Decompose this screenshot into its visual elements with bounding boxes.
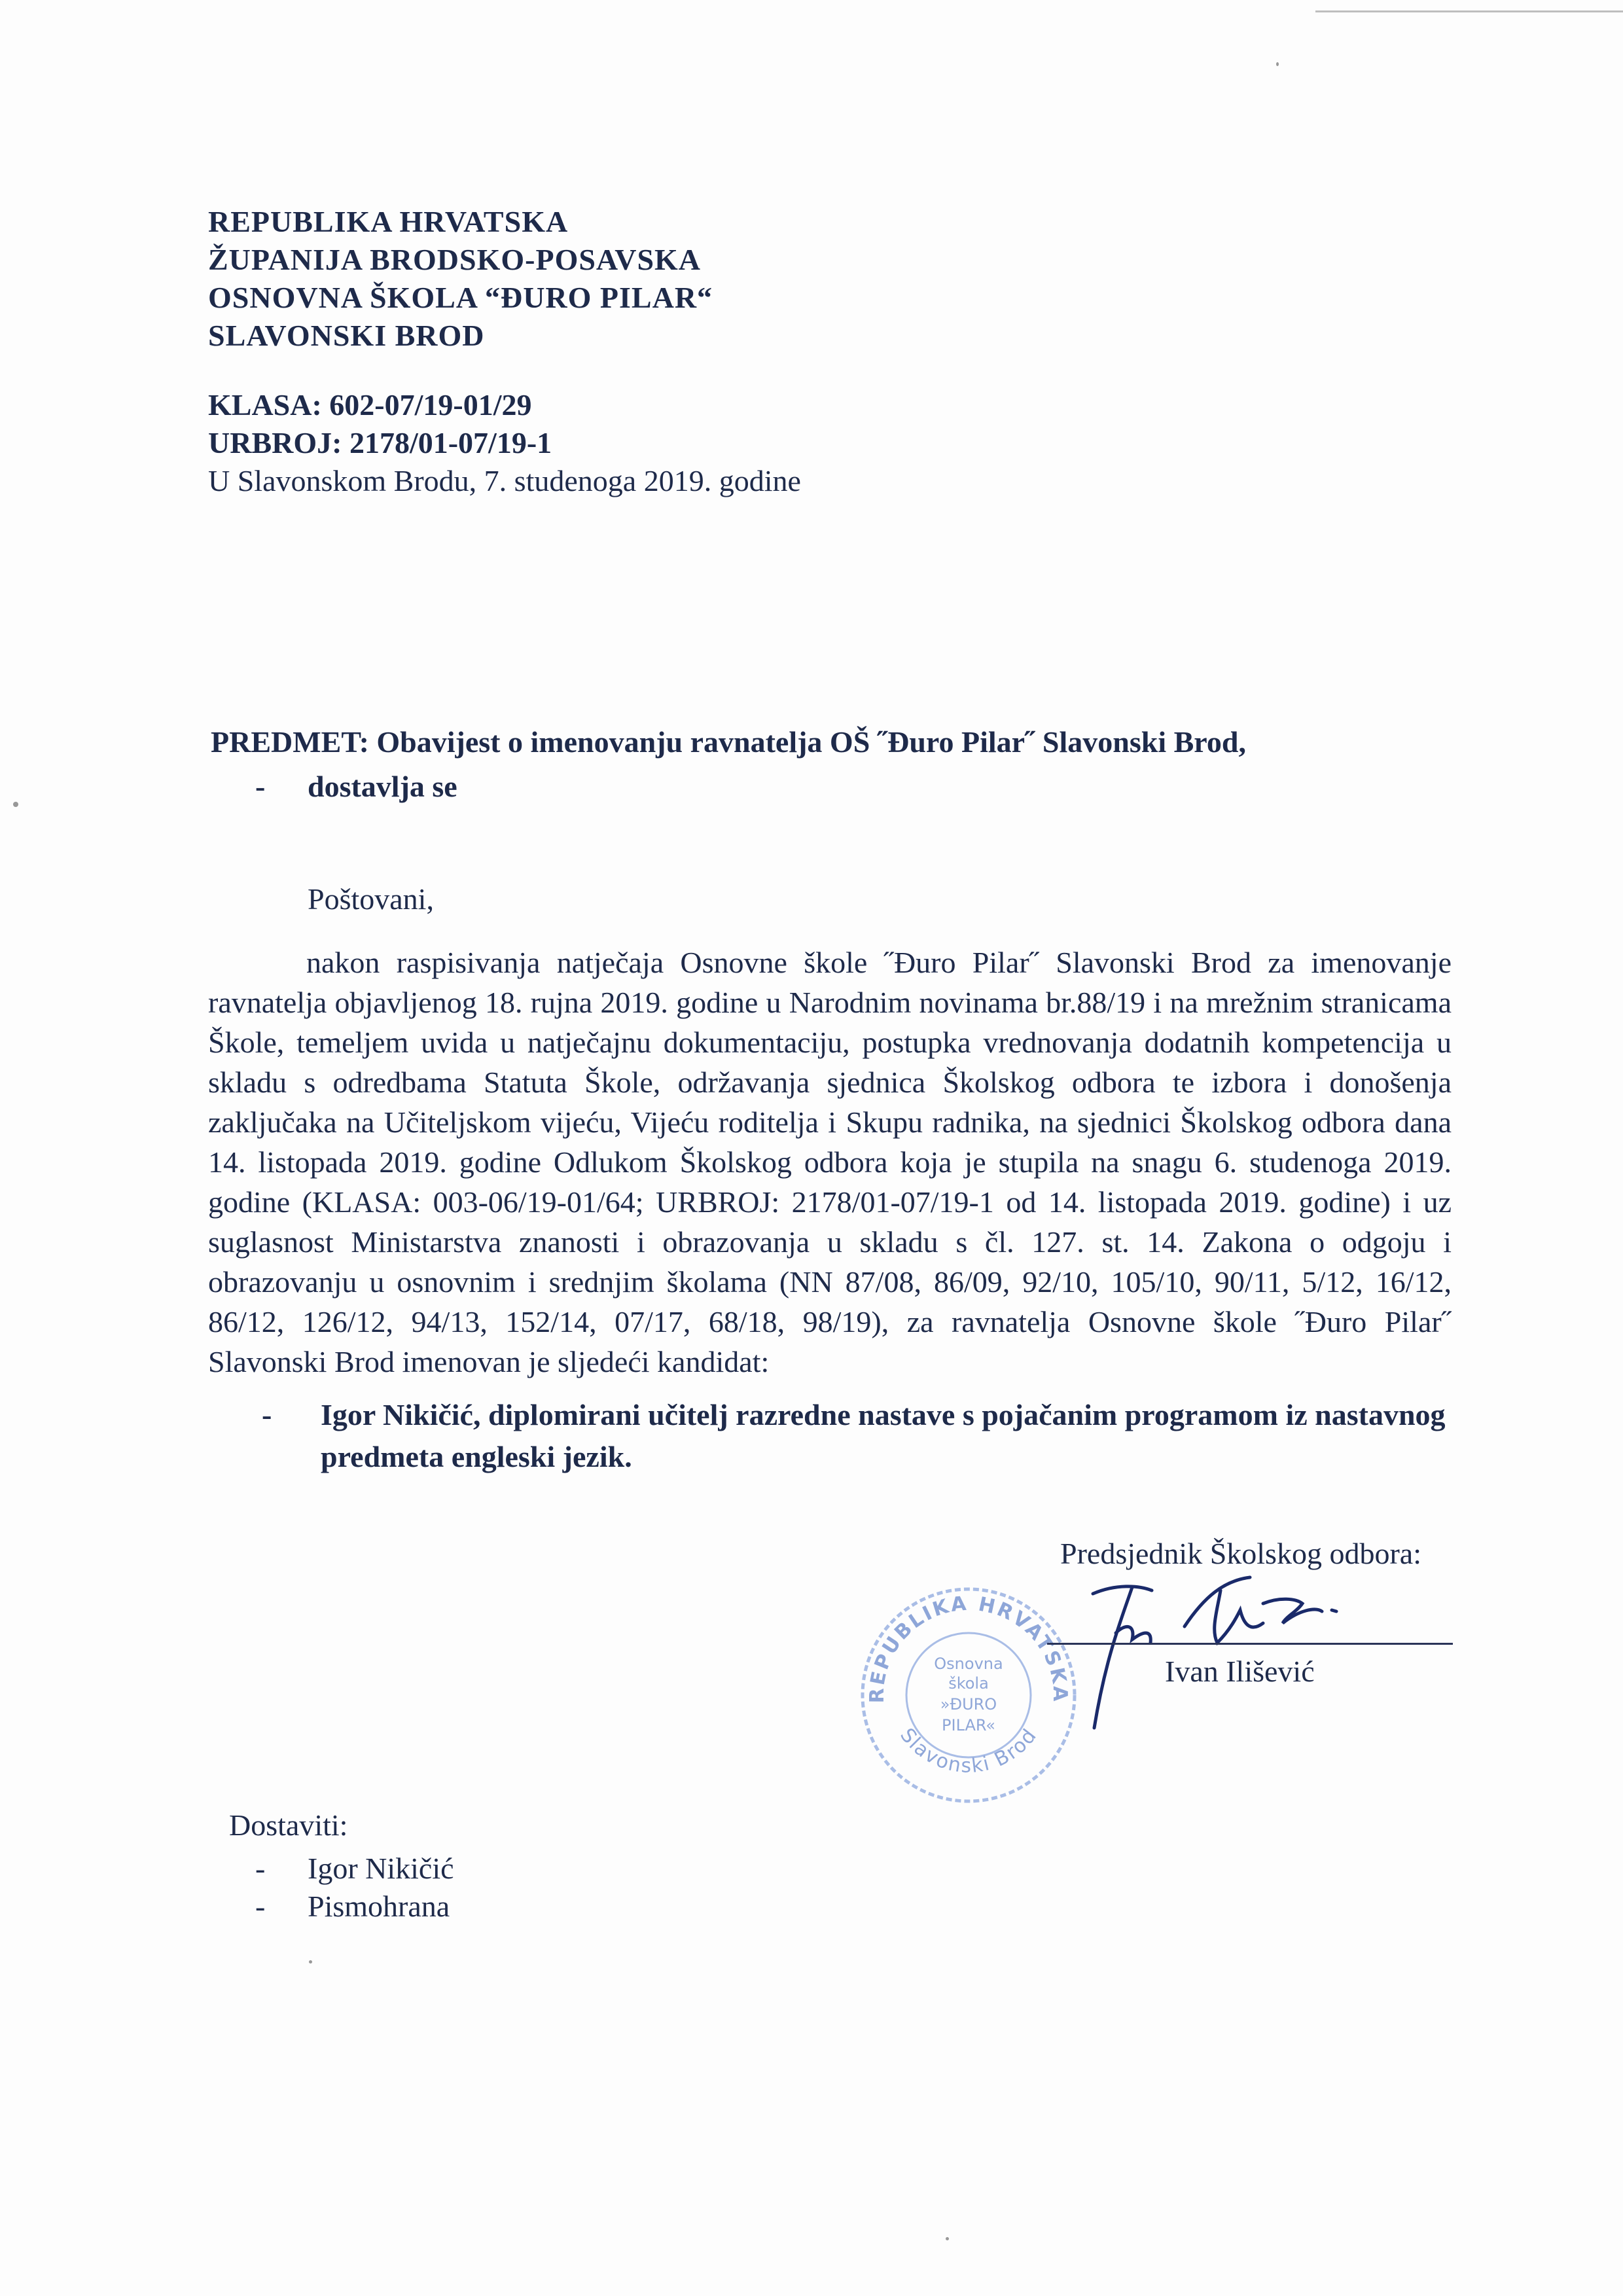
- school-stamp: [857, 1584, 1080, 1806]
- scan-speck: [1276, 62, 1279, 66]
- list-dash: -: [255, 1852, 266, 1885]
- reference-block: [208, 386, 801, 500]
- recipient-name: Igor Nikičić: [308, 1852, 454, 1885]
- list-dash: -: [255, 1890, 266, 1923]
- place-and-date: U Slavonskom Brodu, 7. studenoga 2019. godine: [208, 464, 801, 497]
- signatory-name: Ivan Ilišević: [1165, 1655, 1315, 1688]
- greeting: Poštovani,: [308, 882, 434, 916]
- subject-dash: -: [255, 770, 266, 803]
- letterhead-line-county: ŽUPANIJA BRODSKO-POSAVSKA: [208, 243, 702, 276]
- list-item: [229, 1888, 454, 1926]
- subject-subline: [255, 764, 457, 809]
- candidate-item: [262, 1394, 1453, 1478]
- signature-title: Predsjednik Školskog odbora:: [1060, 1537, 1421, 1570]
- list-item: [229, 1850, 454, 1888]
- scan-speck: [13, 802, 18, 807]
- letterhead: [208, 203, 713, 355]
- recipient-name: Pismohrana: [308, 1890, 450, 1923]
- stamp-inner-line-1: Osnovna: [934, 1655, 1003, 1673]
- signature-line: [1047, 1643, 1453, 1645]
- candidate-text: Igor Nikičić, diplomirani učitelj razredne nastave s pojačanim programom iz nastavnog predmeta engleski jezik.: [321, 1398, 1446, 1473]
- stamp-outer-text: REPUBLIKA HRVATSKA: [865, 1592, 1072, 1704]
- letterhead-line-country: REPUBLIKA HRVATSKA: [208, 205, 569, 238]
- stamp-inner-line-3: »ĐURO: [940, 1695, 997, 1713]
- scan-speck: [309, 1960, 312, 1964]
- recipients-list: [229, 1850, 454, 1926]
- scan-speck: [946, 2237, 949, 2240]
- subject-line: PREDMET: Obavijest o imenovanju ravnatelja OŠ ˝Đuro Pilar˝ Slavonski Brod,: [211, 725, 1246, 759]
- recipients-title: Dostaviti:: [229, 1808, 348, 1842]
- klasa-number: KLASA: 602-07/19-01/29: [208, 388, 532, 422]
- letterhead-line-school: OSNOVNA ŠKOLA “ĐURO PILAR“: [208, 281, 713, 314]
- candidate-dash: -: [262, 1398, 272, 1431]
- letterhead-line-city: SLAVONSKI BROD: [208, 319, 485, 352]
- scan-edge-artifact: [1315, 10, 1623, 12]
- body-paragraph: nakon raspisivanja natječaja Osnovne škole ˝Đuro Pilar˝ Slavonski Brod za imenovanje ravnatelja objavljenog 18. rujna 2019. godine u Narodnim novinama br.88/19 i na mrežnim stranicama Škole, temeljem uvida u natječajnu dokumentaciju, postupka vrednovanja dodatnih kompetencija u skladu s odredbama Statuta Škole, održavanja sjednica Školskog odbora te izbora i donošenja zaključaka na Učiteljskom vijeću, Vijeću roditelja i Skupu radnika, na sjednici Školskog odbora dana 14. listopada 2019. godine Odlukom Školskog odbora koja je stupila na snagu 6. studenoga 2019. godine (KLASA: 003-06/19-01/64; URBROJ: 2178/01-07/19-1 od 14. listopada 2019. godine) i uz suglasnost Ministarstva znanosti i obrazovanja u skladu s čl. 127. st. 14. Zakona o odgoju i obrazovanju u osnovnim i srednjim školama (NN 87/08, 86/09, 92/10, 105/10, 90/11, 5/12, 16/12, 86/12, 126/12, 94/13, 152/14, 07/17, 68/18, 98/19), za ravnatelja Osnovne škole ˝Đuro Pilar˝ Slavonski Brod imenovan je sljedeći kandidat:: [208, 946, 1452, 1378]
- stamp-bottom-text: Slavonski Brod: [895, 1724, 1042, 1778]
- stamp-inner-line-4: PILAR«: [942, 1716, 995, 1734]
- stamp-inner-line-2: škola: [948, 1674, 989, 1693]
- subject-subline-text: dostavlja se: [308, 770, 457, 803]
- recipients-block: [229, 1806, 454, 1926]
- urbroj-number: URBROJ: 2178/01-07/19-1: [208, 426, 552, 459]
